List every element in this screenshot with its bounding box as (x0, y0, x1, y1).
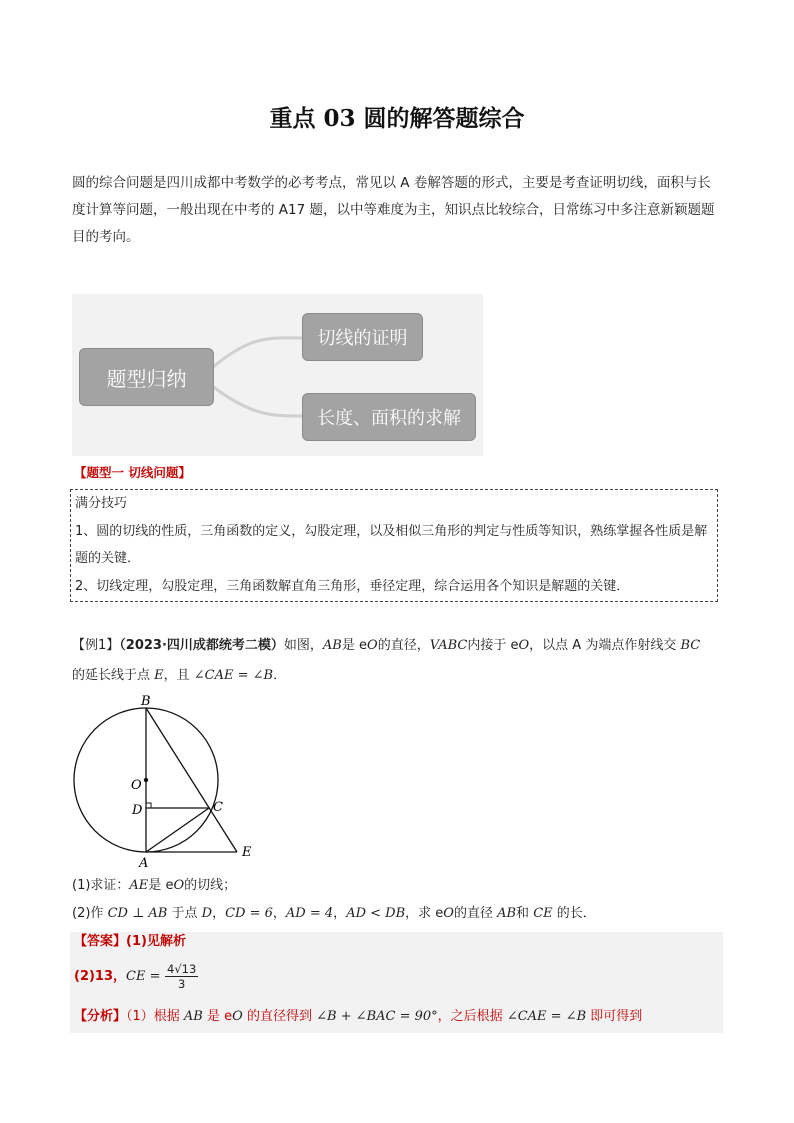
q2-text: (2)作 (72, 906, 108, 921)
math-o: O (443, 906, 454, 921)
math-ad: AD = 4 (285, 906, 334, 921)
math-angle-equation: ∠CAE = ∠B (193, 668, 274, 683)
math-e: E (154, 668, 164, 683)
question-1 (72, 872, 724, 900)
example-text: ，以点 A 为端点作射线交 (529, 638, 681, 653)
answer-part-1: (1)见解析 (126, 934, 186, 949)
mind-map (72, 294, 483, 456)
q2-text: 的长． (552, 906, 596, 921)
example-text: ，且 (163, 668, 194, 683)
analysis-text: ，之后根据 (437, 1009, 507, 1024)
q2-text: 的直径 (453, 906, 498, 921)
math-ab: AB (183, 1009, 203, 1024)
math-o: O (232, 1009, 243, 1024)
label-b: B (141, 694, 151, 709)
question-2 (72, 900, 724, 928)
math-ce-equals: CE = (126, 969, 161, 984)
answer-label: 【答案】 (74, 934, 127, 949)
questions (72, 872, 724, 928)
q2-text: 于点 (167, 906, 202, 921)
label-d: D (132, 803, 143, 818)
math-equation-1: ∠B + ∠BAC = 90° (316, 1009, 438, 1024)
mind-map-root: 题型归纳 (79, 348, 214, 406)
math-ce: CE (533, 906, 553, 921)
analysis-text: 的直径得到 (242, 1009, 317, 1024)
segment-be (146, 708, 237, 852)
label-a: A (139, 856, 149, 870)
label-o: O (131, 778, 142, 793)
mind-map-child-tangent-proof: 切线的证明 (302, 313, 423, 361)
math-bc: BC (680, 638, 701, 653)
q2-text: 和 (516, 906, 534, 921)
fraction (165, 962, 198, 991)
math-ab: AB (322, 638, 342, 653)
math-perp: CD ⊥ AB (107, 906, 168, 921)
math-inequality: AD < DB (346, 906, 406, 921)
answer-part-2: (2)13， (74, 969, 127, 984)
fraction-numerator: 4√13 (167, 962, 197, 976)
tips-box (70, 489, 718, 602)
example-text: 是 e (341, 638, 368, 653)
math-ab: AB (497, 906, 517, 921)
q1-text: 是 e (148, 878, 174, 893)
example-text: 的延长线于点 (72, 668, 155, 683)
label-e: E (242, 845, 252, 860)
example-text: 如图， (283, 638, 323, 653)
example-text: 的直径， (377, 638, 430, 653)
intro-paragraph: 圆的综合问题是四川成都中考数学的必考考点，常见以 A 卷解答题的形式，主要是考查证明切线，面积与长度计算等问题，一般出现在中考的 A17 题，以中等难度为主，知识点比较综合，日常练习中多注意新颖题题目的考向。 (72, 175, 715, 245)
analysis-line (74, 1006, 642, 1028)
right-angle-mark (146, 803, 151, 808)
answer-line-2 (74, 960, 198, 994)
math-d: D (201, 906, 213, 921)
example-text: 内接于 e (467, 638, 519, 653)
page-title: 重点 03 圆的解答题综合 (269, 105, 525, 132)
math-ae: AE (129, 878, 149, 893)
geometry-figure (62, 690, 272, 870)
math-triangle: VABC (429, 638, 468, 653)
q2-text: ， (272, 906, 286, 921)
analysis-text: 即可得到 (586, 1009, 643, 1024)
q2-text: ， (333, 906, 347, 921)
example-statement (72, 631, 724, 691)
analysis-label: 【分析】 (74, 1009, 127, 1024)
tips-heading: 满分技巧 (75, 496, 128, 511)
q1-text: (1)求证： (72, 878, 130, 893)
q1-text: 的切线； (184, 878, 237, 893)
math-o: O (367, 638, 378, 653)
math-cd: CD = 6 (225, 906, 273, 921)
math-o: O (518, 638, 530, 653)
center-dot (144, 778, 148, 782)
answer-line-1 (74, 932, 186, 952)
fraction-denominator: 3 (178, 977, 186, 991)
q2-text: ， (212, 906, 226, 921)
tips-item-2: 2、切线定理，勾股定理，三角函数解直角三角形，垂径定理，综合运用各个知识是解题的关键． (75, 578, 630, 594)
example-source: （2023·四川成都统考二模） (119, 638, 284, 653)
label-c: C (213, 800, 223, 815)
tips-item-1: 1、圆的切线的性质，三角函数的定义，勾股定理，以及相似三角形的判定与性质等知识，熟练掌握各性质是解题的关键． (75, 523, 708, 566)
analysis-text: 是 e (202, 1009, 233, 1024)
math-equation-2: ∠CAE = ∠B (506, 1009, 587, 1024)
q2-text: ，求 e (405, 906, 444, 921)
type-heading: 【题型一 切线问题】 (74, 465, 191, 480)
math-o: O (173, 878, 185, 893)
answer-box (70, 932, 723, 1033)
analysis-text: （1）根据 (126, 1009, 184, 1024)
example-text: ． (273, 668, 287, 683)
mind-map-child-length-area: 长度、面积的求解 (302, 393, 476, 441)
example-label: 【例1】 (72, 638, 120, 653)
